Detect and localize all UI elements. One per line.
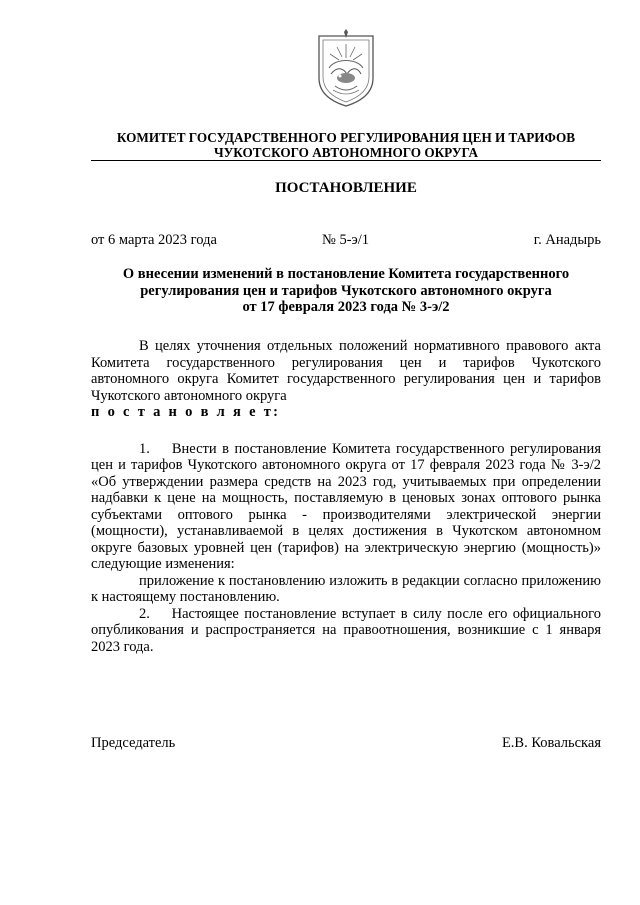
clause-1-subitem: приложение к постановлению изложить в редакции согласно приложению к настоящему постановлению.: [91, 572, 601, 605]
document-type-title: ПОСТАНОВЛЕНИЕ: [275, 180, 417, 196]
subject-line2: регулирования цен и тарифов Чукотского автономного округа: [140, 282, 552, 299]
subject-line3: от 17 февраля 2023 года № 3-э/2: [242, 299, 450, 316]
subject-line1: О внесении изменений в постановление Комитета государственного: [122, 266, 570, 282]
document-city: г. Анадырь: [533, 232, 601, 248]
document-body: [91, 338, 601, 655]
clause-2: 2. Настоящее постановление вступает в силу после его официального опубликования и распространяется на правоотношения, возникшие с 1 января 2023 года.: [91, 605, 601, 655]
document-meta: [91, 232, 601, 250]
header-divider: [91, 160, 601, 161]
committee-name: [91, 131, 601, 160]
document-number: № 5-э/1: [322, 232, 370, 248]
committee-name-line1: КОМИТЕТ ГОСУДАРСТВЕННОГО РЕГУЛИРОВАНИЯ ЦЕН И ТАРИФОВ: [116, 130, 576, 145]
document-subject: [91, 266, 601, 316]
chukotka-coat-of-arms-icon: [313, 28, 379, 108]
decree-word: п о с т а н о в л я е т:: [91, 404, 281, 420]
clause-1: 1. Внести в постановление Комитета государственного регулирования цен и тарифов Чукотского автономного округа от 17 февраля 2023 года № 3-э/2 «Об утверждении размера средств на 2023 год, учитываемых при определении надбавки к цене на мощность, поставляемую в ценовых зонах оптового рынка субъектами оптового рынка - производителями электрической энергии (мощности), устанавливаемой в целях достижения в Чукотском автономном округе базовых уровней цен (тарифов) на электрическую энергию (мощность)» следующие изменения:: [91, 440, 601, 572]
committee-name-line2: ЧУКОТСКОГО АВТОНОМНОГО ОКРУГА: [213, 144, 479, 160]
signature-block: [91, 735, 601, 753]
signatory-role: Председатель: [91, 735, 176, 751]
preamble-paragraph: В целях уточнения отдельных положений нормативного правового акта Комитета государственного регулирования цен и тарифов Чукотского автономного округа Комитет государственного регулирования цен и тарифов Чукотского автономного округа: [91, 338, 601, 404]
paragraph-spacer: [91, 421, 601, 441]
signatory-name: Е.В. Ковальская: [501, 735, 601, 751]
document-date: от 6 марта 2023 года: [91, 232, 217, 248]
